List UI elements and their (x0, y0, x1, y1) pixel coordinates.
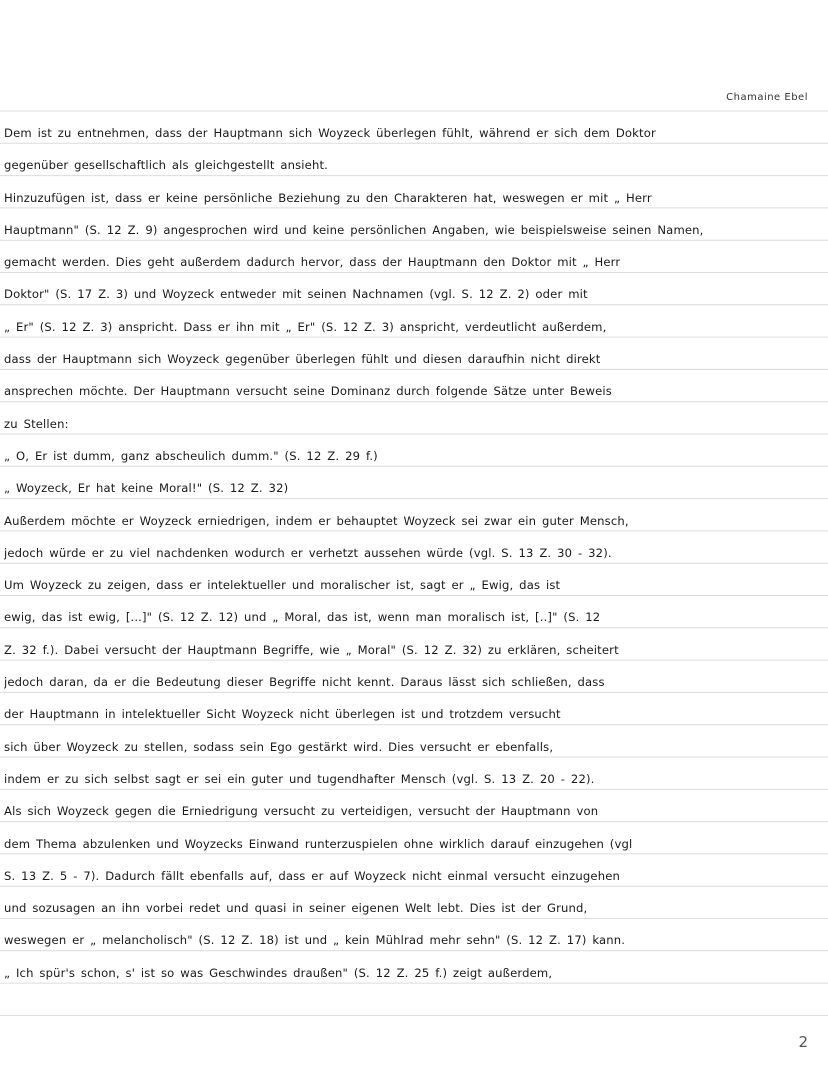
text-line: dem Thema abzulenken und Woyzecks Einwand runterzuspielen ohne wirklich darauf einzugehen (vgl (4, 836, 633, 851)
text-line: Dem ist zu entnehmen, dass der Hauptmann sich Woyzeck überlegen fühlt, während er sich dem Doktor (4, 126, 656, 140)
text-line: Außerdem möchte er Woyzeck erniedrigen, indem er behauptet Woyzeck sei zwar ein guter Mensch, (4, 513, 629, 528)
author-name: Chamaine Ebel (726, 92, 808, 103)
text-line: ewig, das ist ewig, [...]" (S. 12 Z. 12) und „ Moral, das ist, wenn man moralisch ist, [..]" (S. 12 (4, 610, 601, 625)
text-line: Z. 32 f.). Dabei versucht der Hauptmann Begriffe, wie „ Moral" (S. 12 Z. 32) zu erklären, scheitert (4, 642, 619, 657)
text-line: sich über Woyzeck zu stellen, sodass sein Ego gestärkt wird. Dies versucht er ebenfalls, (4, 739, 554, 754)
text-line: Hauptmann" (S. 12 Z. 9) angesprochen wird und keine persönlichen Angaben, wie beispielsweise seinen Namen, (4, 222, 704, 237)
text-line: Um Woyzeck zu zeigen, dass er intelektueller und moralischer ist, sagt er „ Ewig, das ist (4, 578, 561, 593)
text-line: der Hauptmann in intelektueller Sicht Woyzeck nicht überlegen ist und trotzdem versucht (4, 707, 561, 722)
text-line: Hinzuzufügen ist, dass er keine persönliche Beziehung zu den Charakteren hat, weswegen er mit „ Herr (4, 190, 652, 205)
text-line: zu Stellen: (4, 416, 69, 431)
text-line: gegenüber gesellschaftlich als gleichgestellt ansieht. (4, 158, 328, 173)
text-line: und sozusagen an ihn vorbei redet und quasi in seiner eigenen Welt lebt. Dies ist der Grund, (4, 901, 588, 916)
text-line: jedoch daran, da er die Bedeutung dieser Begriffe nicht kennt. Daraus lässt sich schließen, dass (4, 675, 605, 690)
text-line: „ Woyzeck, Er hat keine Moral!" (S. 12 Z. 32) (4, 481, 289, 496)
text-line: „ Ich spür's schon, s' ist so was Geschwindes draußen" (S. 12 Z. 25 f.) zeigt außerdem, (4, 965, 553, 980)
text-line: jedoch würde er zu viel nachdenken wodurch er verhetzt aussehen würde (vgl. S. 13 Z. 30 - 32). (4, 545, 612, 560)
text-line: ansprechen möchte. Der Hauptmann versucht seine Dominanz durch folgende Sätze unter Beweis (4, 384, 612, 399)
text-line: „ Er" (S. 12 Z. 3) anspricht. Dass er ihn mit „ Er" (S. 12 Z. 3) anspricht, verdeutlicht außerdem, (4, 319, 607, 334)
text-line: weswegen er „ melancholisch" (S. 12 Z. 18) ist und „ kein Mühlrad mehr sehn" (S. 12 Z. 17) kann. (4, 933, 626, 948)
text-line: Doktor" (S. 17 Z. 3) und Woyzeck entweder mit seinen Nachnamen (vgl. S. 12 Z. 2) oder mit (4, 287, 588, 302)
page-number: 2 (798, 1033, 808, 1051)
text-line: Als sich Woyzeck gegen die Erniedrigung versucht zu verteidigen, versucht der Hauptmann von (4, 804, 599, 819)
text-line: gemacht werden. Dies geht außerdem dadurch hervor, dass der Hauptmann den Doktor mit „ Herr (4, 255, 621, 270)
handwritten-text (4, 120, 822, 992)
text-line: S. 13 Z. 5 - 7). Dadurch fällt ebenfalls auf, dass er auf Woyzeck nicht einmal versucht einzugehen (4, 868, 620, 883)
text-line: dass der Hauptmann sich Woyzeck gegenüber überlegen fühlt und diesen daraufhin nicht direkt (4, 352, 601, 367)
text-line: indem er zu sich selbst sagt er sei ein guter und tugendhafter Mensch (vgl. S. 13 Z. 20 - 22). (4, 771, 595, 786)
text-line: „ O, Er ist dumm, ganz abscheulich dumm." (S. 12 Z. 29 f.) (4, 448, 378, 463)
